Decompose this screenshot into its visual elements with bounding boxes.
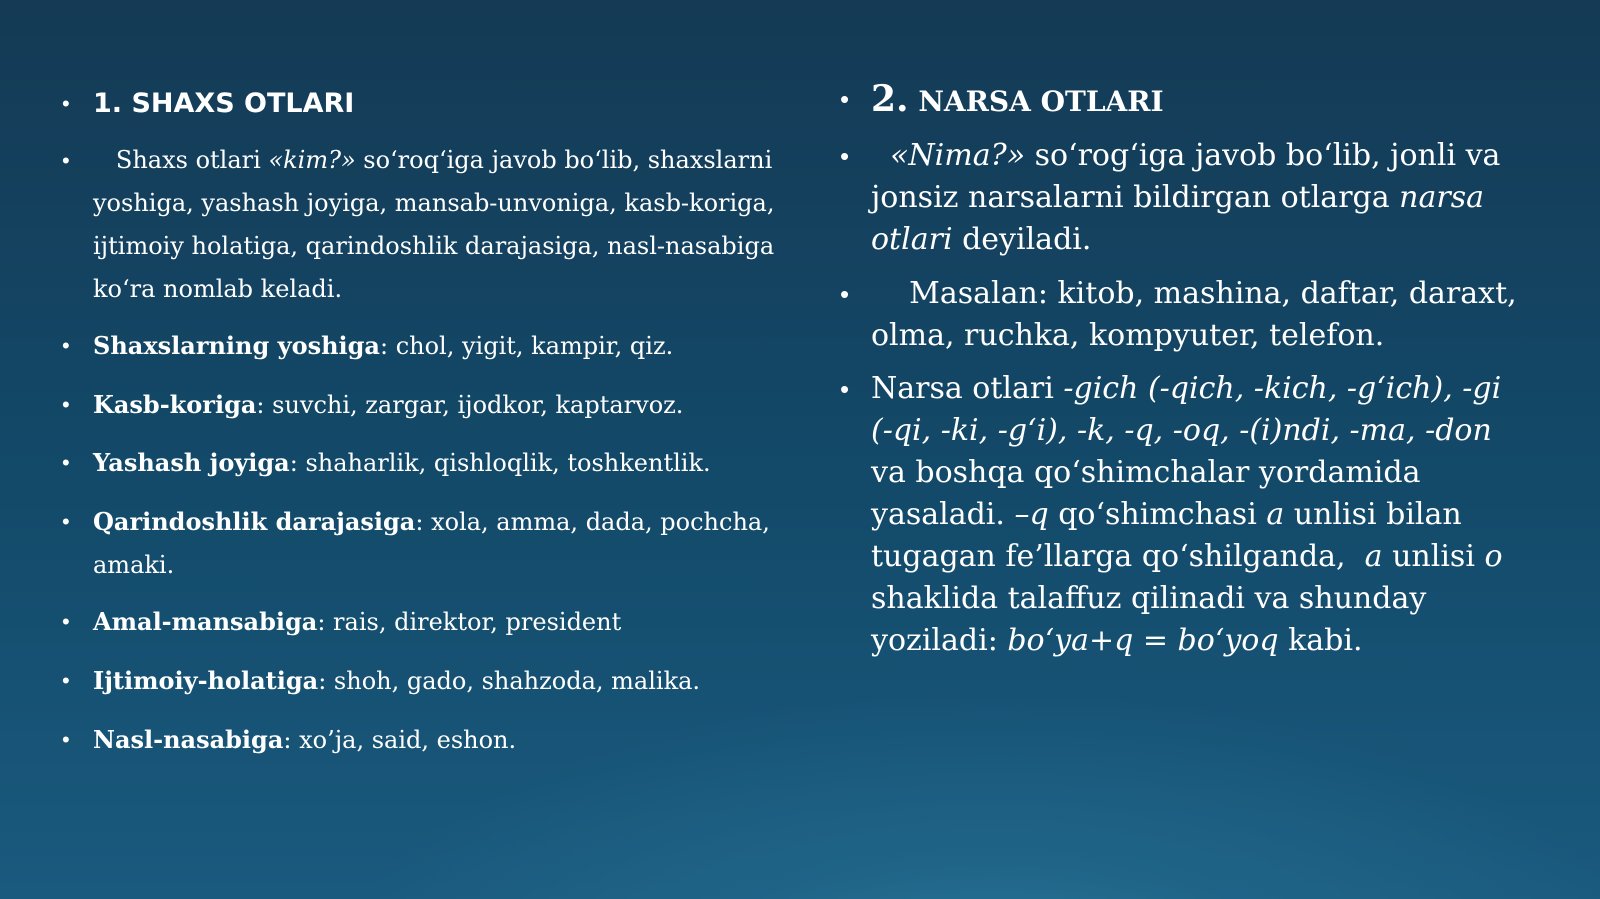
intro-lead: Shaxs otlari [93,146,269,174]
p3-t5: unlisi [1382,539,1485,574]
intro-question: «kim?» [268,146,356,174]
bullet-icon: • [62,392,70,417]
p3-t3: qo‘shimchasi [1048,497,1267,532]
bullet-icon: • [62,727,70,752]
item-term: Ijtimoiy-holatiga [93,666,319,695]
p1-question: «Nima?» [890,138,1026,173]
p3-t1: Narsa otlari [871,371,1064,406]
list-item [62,324,813,368]
p3-i3: a [1266,497,1285,532]
item-text: : suvchi, zargar, ijodkor, kaptarvoz. [256,391,684,419]
p1-lead [871,138,890,173]
list-item-suffixes [840,368,1531,662]
item-term: Amal-mansabiga [93,607,318,636]
section-heading [871,78,1164,120]
p3-t2: va boshqa qo‘shimchalar yordamida yasaladi. [871,455,1421,532]
p3-t7: kabi. [1278,623,1363,658]
section-heading: 1. SHAXS OTLARI [93,88,355,119]
list-item-intro [62,139,813,311]
heading-number: 2. [871,78,909,120]
bullet-icon: • [62,609,70,634]
p1-term: narsa otlari [871,180,1485,257]
item-text: : shoh, gado, shahzoda, malika. [318,667,701,695]
item-term: Kasb-koriga [93,390,257,419]
list-item [62,441,813,485]
p3-i5: o [1484,539,1503,574]
bullet-icon: • [62,668,70,693]
item-text: : xo’ja, said, eshon. [283,726,517,754]
list-item [62,659,813,703]
bullet-icon: • [840,141,850,171]
item-term: Qarindoshlik darajasiga [93,507,416,536]
p3-i4: a [1364,539,1383,574]
item-term: Nasl-nasabiga [93,725,284,754]
bullet-icon: • [840,374,850,404]
bullet-icon: • [62,450,70,475]
p1-text1: so‘rog‘iga javob bo‘lib, jonli va jonsiz narsalarni bildirgan otlarga [871,138,1501,215]
heading-text: NARSA OTLARI [908,85,1164,118]
item-text: : chol, yigit, kampir, qiz. [379,332,674,360]
item-text: : xola, amma, dada, pochcha, amaki. [93,508,770,579]
item-text: : shaharlik, qishloqlik, toshkentlik. [289,449,711,477]
p3-t6: shaklida talaffuz qilinadi va shunday yoziladi: [871,581,1427,658]
item-text: : rais, direktor, president [317,608,622,636]
list-item [62,718,813,762]
p3-t4: unlisi bilan tugagan fe’llarga qo‘shilganda, [871,497,1472,574]
p2-text: Masalan: kitob, mashina, daftar, daraxt, olma, ruchka, kompyuter, telefon. [871,276,1527,353]
intro-text: so‘roq‘iga javob bo‘lib, shaxslarni yoshiga, yashash joyiga, mansab-unvoniga, kasb-koriga, ijtimoiy holatiga, qarindoshlik darajasiga, nasl-nasabiga ko‘ra nomlab keladi. [93,146,775,303]
list-item [62,600,813,644]
p3-i2: –q [1014,497,1049,532]
item-term: Yashash joyiga [93,448,290,477]
list-item-definition [840,135,1531,261]
bullet-icon: • [62,148,70,173]
list-item [62,383,813,427]
bullet-icon: • [62,91,70,116]
list-item [62,500,813,587]
list-item-heading [62,82,813,126]
bullet-icon: • [840,84,850,114]
bullet-icon: • [62,333,70,358]
p3-i1: -gich (-qich, -kich, -g‘ich), -gi (-qi, -ki, -g‘i), -k, -q, -oq, -(i)ndi, -ma, -don [871,371,1502,448]
bullet-icon: • [62,509,70,534]
item-term: Shaxslarning yoshiga [93,331,380,360]
list-item-example [840,273,1531,357]
p1-text2: deyiladi. [952,222,1092,257]
p3-i6: bo‘ya+q = bo‘yoq [1007,623,1279,658]
list-item-heading [840,78,1531,123]
bullet-icon: • [840,279,850,309]
